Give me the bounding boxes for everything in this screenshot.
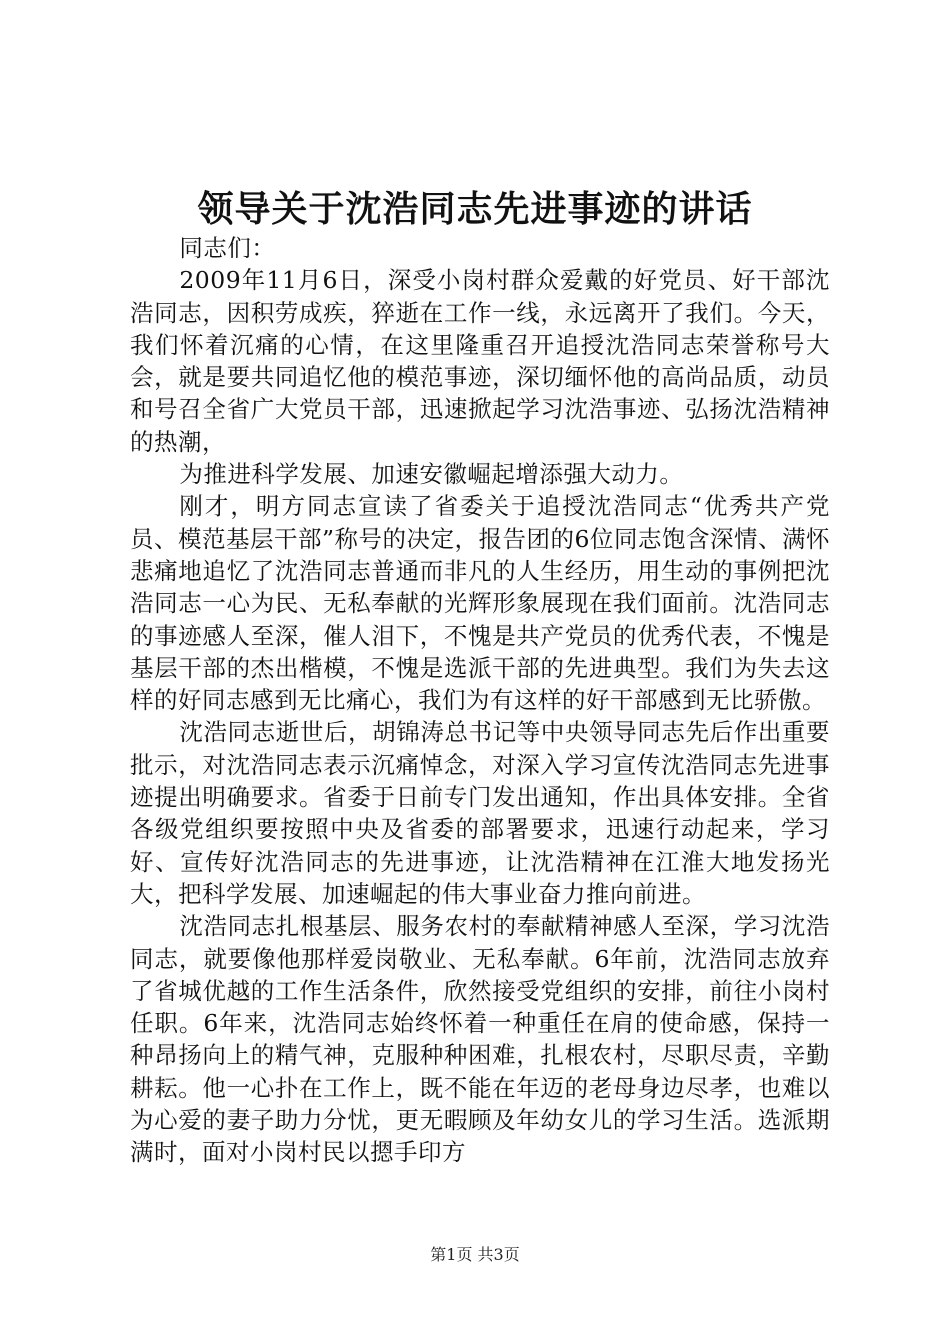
paragraph: 刚才，明方同志宣读了省委关于追授沈浩同志“优秀共产党员、模范基层干部”称号的决定，报告团的6位同志饱含深情、满怀悲痛地追忆了沈浩同志普通而非凡的人生经历，用生动的事例把沈浩同志一心为民、无私奉献的光辉形象展现在我们面前。沈浩同志的事迹感人至深，催人泪下，不愧是共产党员的优秀代表，不愧是基层干部的杰出楷模，不愧是选派干部的先进典型。我们为失去这样的好同志感到无比痛心，我们为有这样的好干部感到无比骄傲。 bbox=[130, 492, 830, 715]
document-title: 领导关于沈浩同志先进事迹的讲话 bbox=[197, 188, 753, 230]
document-body bbox=[130, 232, 830, 1169]
paragraph: 2009年11月6日，深受小岗村群众爱戴的好党员、好干部沈浩同志，因积劳成疾，猝逝在工作一线，永远离开了我们。今天，我们怀着沉痛的心情，在这里隆重召开追授沈浩同志荣誉称号大会，就是要共同追忆他的模范事迹，深切缅怀他的高尚品质，动员和号召全省广大党员干部，迅速掀起学习沈浩事迹、弘扬沈浩精神的热潮， bbox=[130, 266, 830, 456]
page-footer: 第1页 共3页 bbox=[430, 1245, 520, 1264]
paragraph: 沈浩同志逝世后，胡锦涛总书记等中央领导同志先后作出重要批示，对沈浩同志表示沉痛悼念，对深入学习宣传沈浩同志先进事迹提出明确要求。省委于日前专门发出通知，作出具体安排。全省各级党组织要按照中央及省委的部署要求，迅速行动起来，学习好、宣传好沈浩同志的先进事迹，让沈浩精神在江淮大地发扬光大，把科学发展、加速崛起的伟大事业奋力推向前进。 bbox=[130, 718, 830, 908]
paragraph-salutation: 同志们： bbox=[179, 234, 276, 262]
paragraph: 为推进科学发展、加速安徽崛起增添强大动力。 bbox=[179, 460, 684, 489]
paragraph: 沈浩同志扎根基层、服务农村的奉献精神感人至深，学习沈浩同志，就要像他那样爱岗敬业、无私奉献。6年前，沈浩同志放弃了省城优越的工作生活条件，欣然接受党组织的安排，前往小岗村任职。6年来，沈浩同志始终怀着一种重任在肩的使命感，保持一种昂扬向上的精气神，克服种种困难，扎根农村，尽职尽责，辛勤耕耘。他一心扑在工作上，既不能在年迈的老母身边尽孝，也难以为心爱的妻子助力分忧，更无暇顾及年幼女儿的学习生活。选派期满时，面对小岗村民以摁手印方 bbox=[130, 912, 830, 1167]
